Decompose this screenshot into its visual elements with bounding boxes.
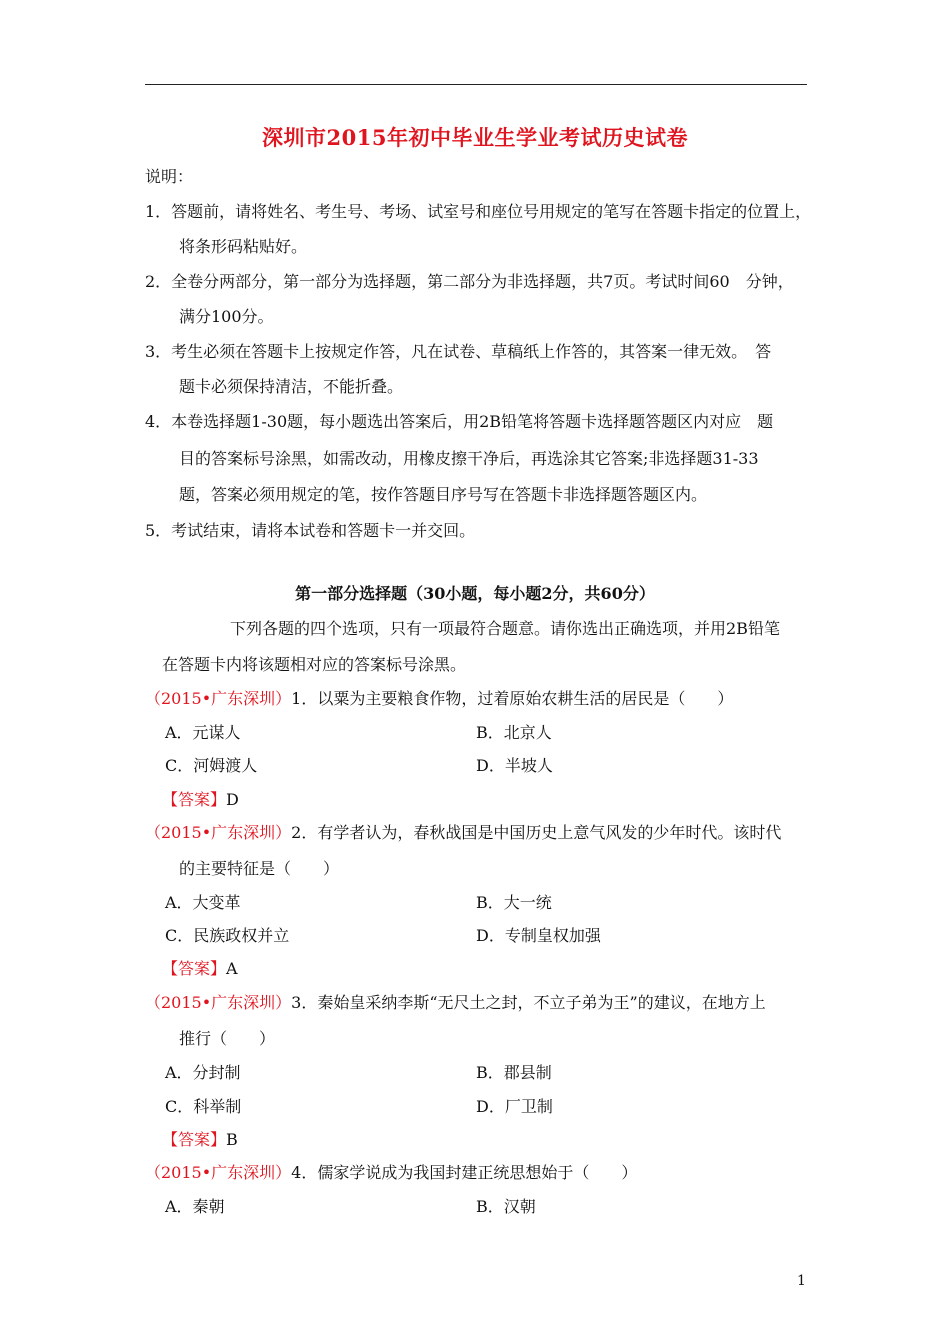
- answer-3: [162, 1129, 238, 1151]
- question-2: [145, 822, 781, 844]
- instruction-line: 题卡必须保持清洁，不能折叠。: [179, 377, 404, 396]
- question-stem-cont: 推行（ ）: [179, 1029, 276, 1048]
- option-a: A．大变革: [165, 893, 241, 912]
- question-source: （2015•广东深圳）: [145, 993, 292, 1012]
- option-a: A．分封制: [165, 1063, 241, 1082]
- question-source: （2015•广东深圳）: [145, 823, 292, 842]
- question-3: [145, 992, 766, 1014]
- answer-value: B: [226, 1130, 238, 1149]
- answer-value: A: [226, 959, 238, 978]
- instruction-line: 满分100分。: [179, 307, 274, 326]
- option-a: A．秦朝: [165, 1197, 225, 1216]
- option-a: A．元谋人: [165, 723, 241, 742]
- section-intro-line: 下列各题的四个选项，只有一项最符合题意。请你选出正确选项，并用2B铅笔: [230, 619, 780, 638]
- question-source: （2015•广东深圳）: [145, 1163, 292, 1182]
- section-intro-line: 在答题卡内将该题相对应的答案标号涂黑。: [162, 655, 467, 674]
- option-c: C．科举制: [165, 1097, 242, 1116]
- question-stem: 2．有学者认为，春秋战国是中国历史上意气风发的少年时代。该时代: [291, 823, 782, 842]
- instruction-line: 5．考试结束，请将本试卷和答题卡一并交回。: [145, 521, 476, 540]
- page-title: 深圳市2015年初中毕业生学业考试历史试卷: [262, 125, 688, 150]
- question-stem: 4．儒家学说成为我国封建正统思想始于（ ）: [291, 1163, 638, 1182]
- instruction-line: 目的答案标号涂黑，如需改动，用橡皮擦干净后，再选涂其它答案;非选择题31-33: [179, 449, 759, 468]
- answer-value: D: [226, 790, 239, 809]
- option-d: D．厂卫制: [476, 1097, 553, 1116]
- instruction-line: 将条形码粘贴好。: [179, 237, 308, 256]
- instructions-heading: 说明：: [145, 167, 194, 186]
- option-b: B．汉朝: [476, 1197, 536, 1216]
- question-source: （2015•广东深圳）: [145, 689, 292, 708]
- instruction-line: 1．答题前，请将姓名、考生号、考场、试室号和座位号用规定的笔写在答题卡指定的位置上，: [145, 202, 812, 221]
- answer-2: [162, 958, 238, 980]
- option-d: D．专制皇权加强: [476, 926, 601, 945]
- question-stem-cont: 的主要特征是（ ）: [179, 859, 340, 878]
- page-number: 1: [797, 1273, 806, 1289]
- instruction-line: 题，答案必须用规定的笔，按作答题目序号写在答题卡非选择题答题区内。: [179, 485, 708, 504]
- header-rule: [145, 84, 807, 85]
- instruction-line: 2．全卷分两部分，第一部分为选择题，第二部分为非选择题，共7页。考试时间60 分钟，: [145, 272, 794, 291]
- instruction-line: 3．考生必须在答题卡上按规定作答，凡在试卷、草稿纸上作答的，其答案一律无效。 答: [145, 342, 772, 361]
- option-b: B．北京人: [476, 723, 552, 742]
- section-heading: 第一部分选择题（30小题，每小题2分，共60分）: [295, 584, 655, 603]
- instruction-line: 4．本卷选择题1-30题，每小题选出答案后，用2B铅笔将答题卡选择题答题区内对应 题: [145, 412, 774, 431]
- option-b: B．大一统: [476, 893, 552, 912]
- option-d: D．半坡人: [476, 756, 553, 775]
- answer-label: 【答案】: [162, 1130, 227, 1149]
- question-stem: 1．以粟为主要粮食作物，过着原始农耕生活的居民是（ ）: [291, 689, 734, 708]
- question-4: [145, 1162, 637, 1184]
- option-b: B．郡县制: [476, 1063, 552, 1082]
- answer-label: 【答案】: [162, 790, 227, 809]
- answer-label: 【答案】: [162, 959, 227, 978]
- option-c: C．民族政权并立: [165, 926, 290, 945]
- question-1: [145, 688, 733, 710]
- option-c: C．河姆渡人: [165, 756, 258, 775]
- answer-1: [162, 789, 239, 811]
- question-stem: 3．秦始皇采纳李斯“无尺土之封，不立子弟为王”的建议，在地方上: [291, 993, 766, 1012]
